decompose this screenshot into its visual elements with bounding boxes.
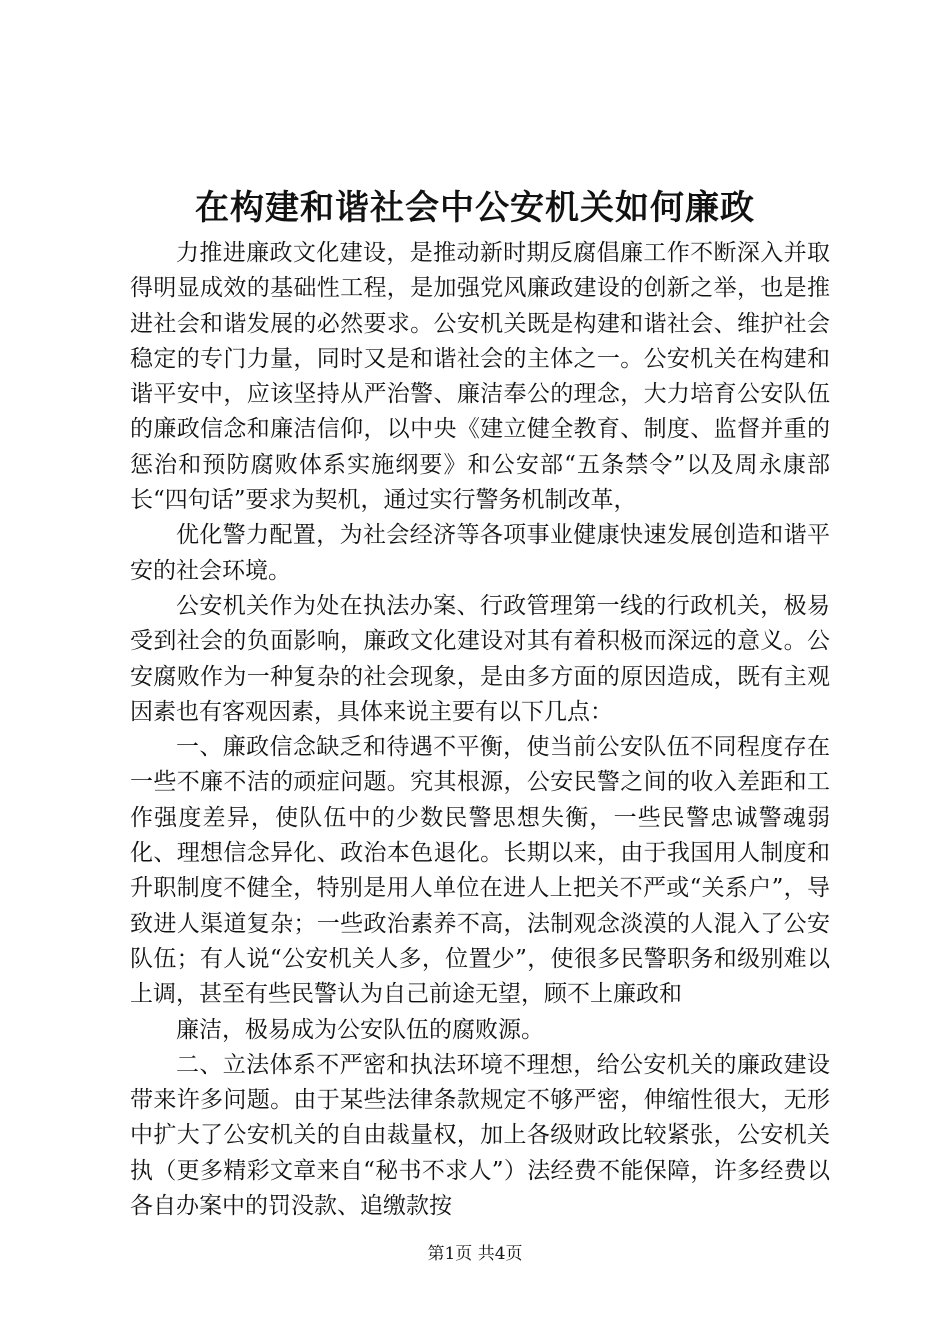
- paragraph: 公安机关作为处在执法办案、行政管理第一线的行政机关，极易受到社会的负面影响，廉政文化建设对其有着积极而深远的意义。公安腐败作为一种复杂的社会现象，是由多方面的原因造成，既有主观因素也有客观因素，具体来说主要有以下几点：: [130, 592, 830, 725]
- paragraph: 优化警力配置，为社会经济等各项事业健康快速发展创造和谐平安的社会环境。: [130, 522, 830, 584]
- document-body: [130, 236, 830, 1224]
- paragraph: 一、廉政信念缺乏和待遇不平衡，使当前公安队伍不同程度存在一些不廉不洁的顽症问题。究其根源，公安民警之间的收入差距和工作强度差异，使队伍中的少数民警思想失衡，一些民警忠诚警魂弱化、理想信念异化、政治本色退化。长期以来，由于我国用人制度和升职制度不健全，特别是用人单位在进人上把关不严或“关系户”，导致进人渠道复杂；一些政治素养不高，法制观念淡漠的人混入了公安队伍；有人说“公安机关人多，位置少”，使很多民警职务和级别难以上调，甚至有些民警认为自己前途无望，顾不上廉政和: [130, 734, 830, 1008]
- paragraph: 二、立法体系不严密和执法环境不理想，给公安机关的廉政建设带来许多问题。由于某些法律条款规定不够严密，伸缩性很大，无形中扩大了公安机关的自由裁量权，加上各级财政比较紧张，公安机关执（更多精彩文章来自“秘书不求人”）法经费不能保障，许多经费以各自办案中的罚没款、追缴款按: [130, 1051, 830, 1220]
- document-title: 在构建和谐社会中公安机关如何廉政: [195, 188, 755, 228]
- paragraph: 力推进廉政文化建设，是推动新时期反腐倡廉工作不断深入并取得明显成效的基础性工程，是加强党风廉政建设的创新之举，也是推进社会和谐发展的必然要求。公安机关既是构建和谐社会、维护社会稳定的专门力量，同时又是和谐社会的主体之一。公安机关在构建和谐平安中，应该坚持从严治警、廉洁奉公的理念，大力培育公安队伍的廉政信念和廉洁信仰，以中央《建立健全教育、制度、监督并重的惩治和预防腐败体系实施纲要》和公安部“五条禁令”以及周永康部长“四句话”要求为契机，通过实行警务机制改革，: [130, 240, 830, 514]
- paragraph: 廉洁，极易成为公安队伍的腐败源。: [176, 1016, 544, 1043]
- page-number-footer: 第1页 共4页: [427, 1244, 523, 1264]
